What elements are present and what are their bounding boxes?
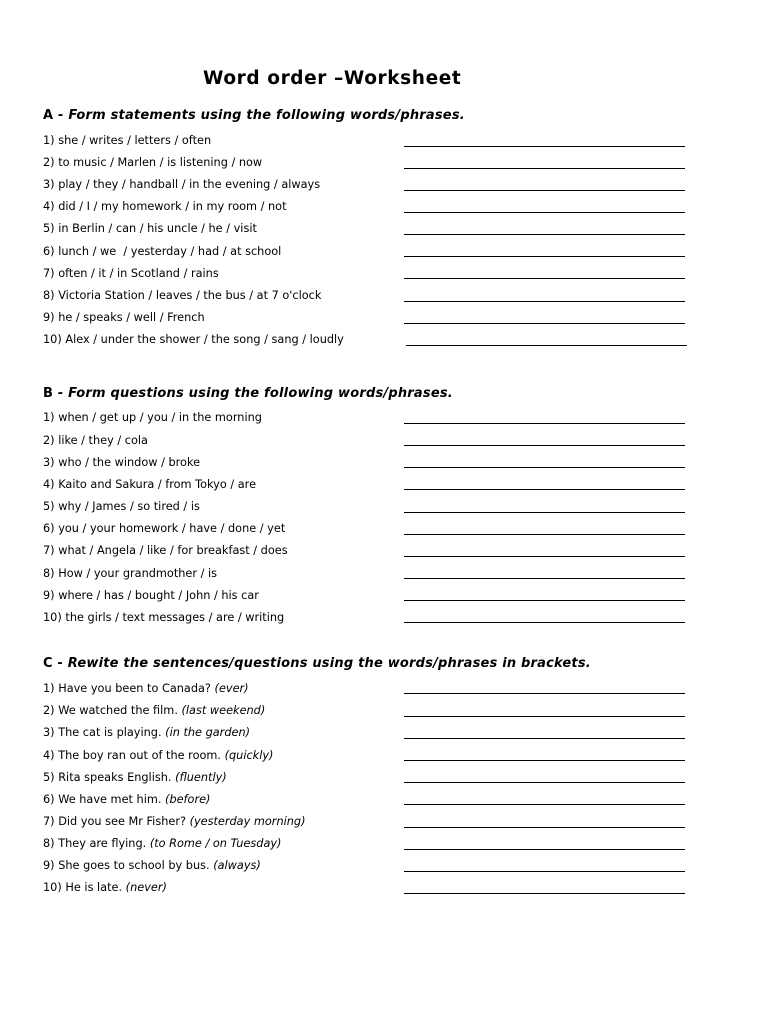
exercise-item-a1: 1) she / writes / letters / often	[43, 134, 212, 147]
exercise-item-b2: 2) like / they / cola	[43, 434, 148, 447]
exercise-item-b5: 5) why / James / so tired / is	[43, 500, 200, 513]
answer-blank-c9[interactable]	[404, 871, 685, 872]
answer-blank-c4[interactable]	[404, 760, 685, 761]
exercise-item-a3: 3) play / they / handball / in the evening / always	[43, 178, 321, 191]
answer-blank-c6[interactable]	[404, 804, 685, 805]
bracket-hint: (fluently)	[175, 771, 227, 784]
section-a-instruction: - Form statements using the following words/phrases.	[53, 108, 465, 123]
section-a-heading	[43, 108, 465, 123]
exercise-item-b7: 7) what / Angela / like / for breakfast / does	[43, 544, 288, 557]
section-c-letter: C	[43, 656, 53, 671]
exercise-item-c6: 6) We have met him. (before)	[43, 793, 211, 806]
bracket-hint: (always)	[213, 859, 261, 872]
answer-blank-b4[interactable]	[404, 489, 685, 490]
exercise-item-a5: 5) in Berlin / can / his uncle / he / visit	[43, 222, 257, 235]
answer-blank-c7[interactable]	[404, 827, 685, 828]
answer-blank-a6[interactable]	[404, 256, 685, 257]
exercise-item-a10: 10) Alex / under the shower / the song / sang / loudly	[43, 333, 344, 346]
exercise-item-a4: 4) did / I / my homework / in my room / not	[43, 200, 287, 213]
exercise-item-b10: 10) the girls / text messages / are / writing	[43, 611, 285, 624]
section-b-instruction: - Form questions using the following words/phrases.	[53, 386, 453, 401]
section-b-heading	[43, 386, 453, 401]
section-b-letter: B	[43, 386, 54, 401]
answer-blank-c2[interactable]	[404, 716, 685, 717]
answer-blank-b5[interactable]	[404, 512, 685, 513]
exercise-item-c9: 9) She goes to school by bus. (always)	[43, 859, 261, 872]
exercise-item-b8: 8) How / your grandmother / is	[43, 567, 218, 580]
bracket-hint: (in the garden)	[165, 726, 251, 739]
bracket-hint: (to Rome / on Tuesday)	[149, 837, 282, 850]
exercise-item-a2: 2) to music / Marlen / is listening / now	[43, 156, 263, 169]
bracket-hint: (ever)	[214, 682, 249, 695]
bracket-hint: (quickly)	[224, 749, 274, 762]
answer-blank-c8[interactable]	[404, 849, 685, 850]
bracket-hint: (last weekend)	[181, 704, 266, 717]
answer-blank-a2[interactable]	[404, 168, 685, 169]
answer-blank-b3[interactable]	[404, 467, 685, 468]
exercise-item-a7: 7) often / it / in Scotland / rains	[43, 267, 219, 280]
section-a-letter: A	[43, 108, 54, 123]
exercise-item-c1: 1) Have you been to Canada? (ever)	[43, 682, 249, 695]
exercise-item-b4: 4) Kaito and Sakura / from Tokyo / are	[43, 478, 257, 491]
bracket-hint: (yesterday morning)	[189, 815, 306, 828]
answer-blank-a1[interactable]	[404, 146, 685, 147]
answer-blank-a3[interactable]	[404, 190, 685, 191]
exercise-item-a9: 9) he / speaks / well / French	[43, 311, 205, 324]
exercise-item-b3: 3) who / the window / broke	[43, 456, 201, 469]
worksheet-title: Word order –Worksheet	[203, 68, 462, 89]
answer-blank-b1[interactable]	[404, 423, 685, 424]
answer-blank-b10[interactable]	[404, 622, 685, 623]
answer-blank-c5[interactable]	[404, 782, 685, 783]
answer-blank-c10[interactable]	[404, 893, 685, 894]
exercise-item-b6: 6) you / your homework / have / done / yet	[43, 522, 286, 535]
answer-blank-b8[interactable]	[404, 578, 685, 579]
exercise-item-a6: 6) lunch / we / yesterday / had / at school	[43, 245, 282, 258]
section-c-heading	[43, 656, 591, 671]
exercise-item-c5: 5) Rita speaks English. (fluently)	[43, 771, 227, 784]
answer-blank-a10[interactable]	[406, 345, 687, 346]
answer-blank-a8[interactable]	[404, 301, 685, 302]
answer-blank-a9[interactable]	[404, 323, 685, 324]
bracket-hint: (never)	[125, 881, 167, 894]
exercise-item-c7: 7) Did you see Mr Fisher? (yesterday morning)	[43, 815, 306, 828]
answer-blank-a5[interactable]	[404, 234, 685, 235]
exercise-item-c3: 3) The cat is playing. (in the garden)	[43, 726, 251, 739]
answer-blank-b6[interactable]	[404, 534, 685, 535]
answer-blank-c1[interactable]	[404, 693, 685, 694]
answer-blank-c3[interactable]	[404, 738, 685, 739]
answer-blank-b7[interactable]	[404, 556, 685, 557]
exercise-item-c8: 8) They are flying. (to Rome / on Tuesday)	[43, 837, 282, 850]
exercise-item-c10: 10) He is late. (never)	[43, 881, 167, 894]
exercise-item-b1: 1) when / get up / you / in the morning	[43, 411, 262, 424]
bracket-hint: (before)	[165, 793, 211, 806]
exercise-item-c4: 4) The boy ran out of the room. (quickly)	[43, 749, 274, 762]
exercise-item-c2: 2) We watched the film. (last weekend)	[43, 704, 266, 717]
answer-blank-b2[interactable]	[404, 445, 685, 446]
answer-blank-a7[interactable]	[404, 278, 685, 279]
answer-blank-a4[interactable]	[404, 212, 685, 213]
exercise-item-a8: 8) Victoria Station / leaves / the bus / at 7 o'clock	[43, 289, 322, 302]
exercise-item-b9: 9) where / has / bought / John / his car	[43, 589, 259, 602]
answer-blank-b9[interactable]	[404, 600, 685, 601]
section-c-instruction: - Rewite the sentences/questions using the words/phrases in brackets.	[52, 656, 591, 671]
